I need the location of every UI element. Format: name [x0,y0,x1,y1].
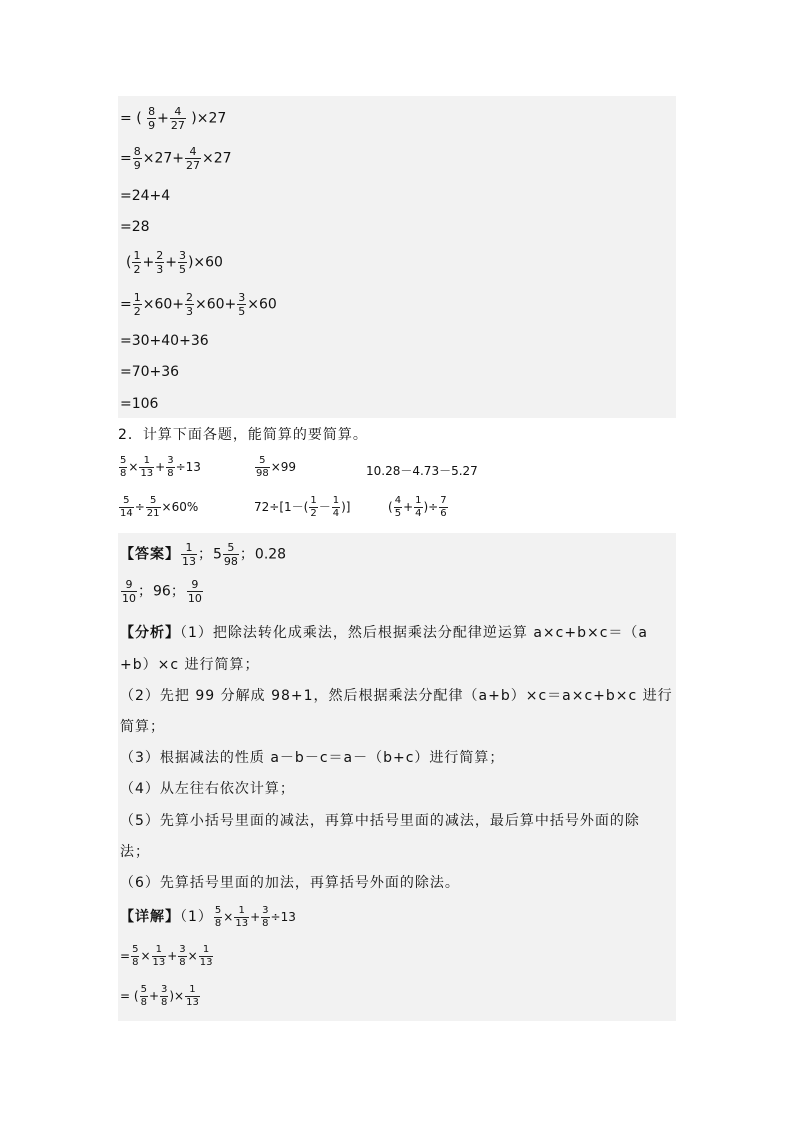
detail-heading: 【详解】（1） $\frac{5}{8}$ × $\frac{1}{13}$ + $\frac{3}{8}$ ÷13 [120,905,296,929]
solution-block-1 [118,96,676,418]
analysis-line9: （6）先算括号里面的加法，再算括号外面的除法。 [120,875,460,891]
problem-5: 72÷[1－( $\frac{1}{2}$ － $\frac{1}{4}$ )] [254,495,351,519]
problem-3: 10.28－4.73－5.27 [366,464,478,478]
problem-1: $\frac{5}{8}$ × $\frac{1}{13}$ + $\frac{3}{8}$ ÷13 [120,455,201,479]
analysis-line8: 法； [120,844,150,860]
answer-line2: $\frac{9}{10}$ ；96； $\frac{9}{10}$ [122,578,202,605]
answer-analysis-block [118,533,676,1021]
analysis-line3: （2）先把 99 分解成 98+1，然后根据乘法分配律（a+b）×c＝a×c+b×c 进行 [120,688,673,704]
detail-step2: = ( $\frac{5}{8}$ + $\frac{3}{8}$ )× $\frac{1}{13}$ [120,984,199,1008]
problem-6: ( $\frac{4}{5}$ + $\frac{1}{4}$ )÷ $\frac{7}{6}$ [388,495,447,519]
calc1-line2: = $\frac{8}{9}$ ×27+ $\frac{4}{27}$ ×27 [120,145,232,172]
calc2-line2: = $\frac{1}{2}$ ×60+ $\frac{2}{3}$ ×60+ $\frac{3}{5}$ ×60 [120,291,277,318]
calc1-line4: =28 [120,219,150,235]
calc2-line3: =30+40+36 [120,333,209,349]
calc1-line1: = ( $\frac{8}{9}$ + $\frac{4}{27}$ )×27 [120,105,227,132]
problem-4: $\frac{5}{14}$ ÷ $\frac{5}{21}$ ×60% [120,495,199,519]
analysis-line5: （3）根据减法的性质 a－b－c＝a－（b+c）进行简算； [120,750,505,766]
problem-2: $\frac{5}{98}$ ×99 [256,455,297,479]
calc2-line4: =70+36 [120,364,180,380]
analysis-line1: 【分析】（1）把除法转化成乘法，然后根据乘法分配律逆运算 a×c+b×c＝（a [120,625,648,641]
analysis-line6: （4）从左往右依次计算； [120,781,295,797]
calc1-line3: =24+4 [120,188,171,204]
calc2-line1: ( $\frac{1}{2}$ + $\frac{2}{3}$ + $\frac{3}{5}$ )×60 [126,249,223,276]
question-title: 2．计算下面各题，能简算的要简算。 [118,427,368,443]
detail-step1: = $\frac{5}{8}$ × $\frac{1}{13}$ + $\frac{3}{8}$ × $\frac{1}{13}$ [120,944,213,968]
analysis-line7: （5）先算小括号里面的减法，再算中括号里面的减法，最后算中括号外面的除 [120,813,640,829]
analysis-line2: +b）×c 进行简算； [120,657,260,673]
analysis-line4: 简算； [120,719,165,735]
answer-line1: 【答案】 $\frac{1}{13}$ ；5 $\frac{5}{98}$ ；0.28 [120,541,287,568]
calc2-line5: =106 [120,396,159,412]
